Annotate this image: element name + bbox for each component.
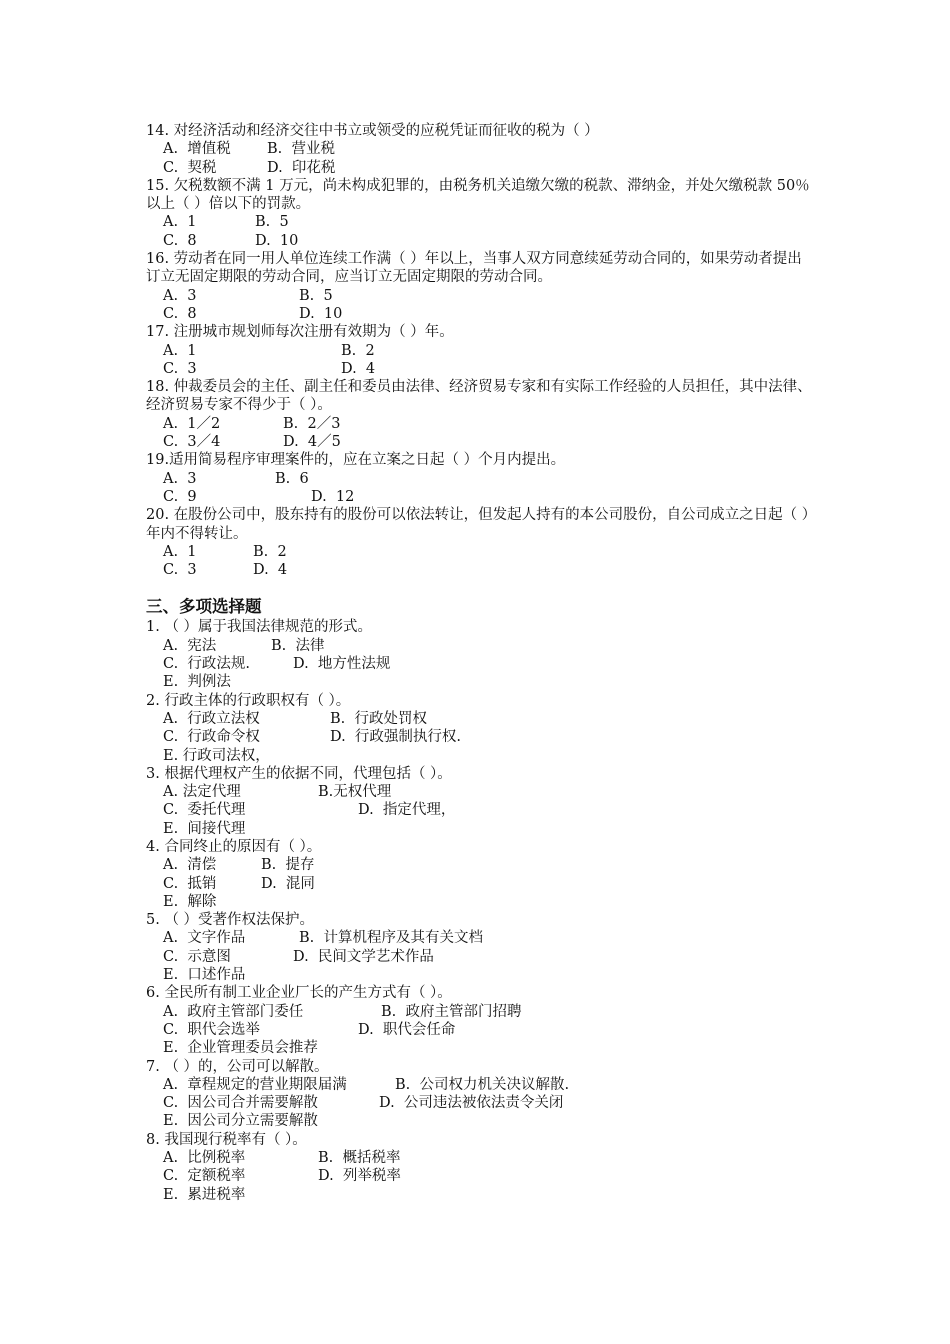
question-text: 7. （ ）的，公司可以解散。	[146, 1058, 329, 1075]
option-d: D. 4	[253, 562, 288, 579]
option-row	[146, 1186, 812, 1204]
option-e: E. 企业管理委员会推荐	[163, 1040, 318, 1057]
section-heading: 三、多项选择题	[146, 597, 262, 617]
option-b: B. 2	[253, 543, 287, 560]
option-d: D. 4	[341, 360, 376, 377]
option-row	[146, 159, 812, 177]
question-block	[146, 451, 812, 506]
option-d: D. 10	[299, 305, 343, 322]
option-row	[146, 728, 812, 746]
question-text: 18. 仲裁委员会的主任、副主任和委员由法律、经济贸易专家和有实际工作经验的人员担任，其中法律、经济贸易专家不得少于（ ）。	[146, 379, 812, 414]
option-c: C. 示意图	[163, 948, 231, 965]
option-row	[146, 232, 812, 250]
question-block	[146, 984, 812, 1057]
option-row	[146, 360, 812, 378]
option-c: C. 行政命令权	[163, 729, 260, 746]
option-a: A. 章程规定的营业期限届满	[163, 1076, 347, 1093]
question-text: 17. 注册城市规划师每次注册有效期为（ ）年。	[146, 324, 454, 341]
option-e: E. 累进税率	[163, 1186, 246, 1203]
option-c: C. 8	[163, 305, 197, 322]
option-d: D. 公司违法被依法责令关闭	[379, 1095, 564, 1112]
option-c: C. 抵销	[163, 875, 217, 892]
option-row	[146, 287, 812, 305]
option-a: A. 清偿	[163, 857, 217, 874]
option-row	[146, 820, 812, 838]
option-row	[146, 488, 812, 506]
option-d: D. 民间文学艺术作品	[293, 948, 434, 965]
option-b: B. 5	[255, 214, 289, 231]
option-row	[146, 1112, 812, 1130]
option-row	[146, 1021, 812, 1039]
option-d: D. 混同	[261, 875, 315, 892]
question-block	[146, 1058, 812, 1131]
option-c: C. 行政法规.	[163, 656, 251, 673]
option-c: C. 职代会选举	[163, 1021, 260, 1038]
question-block	[146, 692, 812, 765]
question-text: 14. 对经济活动和经济交往中书立或领受的应税凭证而征收的税为（ ）	[146, 123, 599, 139]
option-e: E. 间接代理	[163, 820, 246, 837]
option-row	[146, 655, 812, 673]
option-row	[146, 140, 812, 158]
question-text: 20. 在股份公司中，股东持有的股份可以依法转让，但发起人持有的本公司股份，自公司成立之日起（ ）年内不得转让。	[146, 507, 810, 542]
question-block	[146, 838, 812, 911]
option-row	[146, 415, 812, 433]
option-e: E. 口述作品	[163, 967, 246, 984]
option-d: D. 12	[311, 488, 355, 505]
option-a: A. 法定代理	[163, 784, 241, 801]
question-text: 15. 欠税数额不满 1 万元，尚未构成犯罪的，由税务机关追缴欠缴的税款、滞纳金，并处欠缴税款 50％以上（ ）倍以下的罚款。	[146, 177, 810, 213]
option-row	[146, 893, 812, 911]
question-block	[146, 618, 812, 691]
option-e: E. 因公司分立需要解散	[163, 1113, 318, 1130]
option-row	[146, 1076, 812, 1094]
option-row	[146, 213, 812, 231]
option-row	[146, 433, 812, 451]
option-d: D. 10	[255, 232, 299, 249]
question-block	[146, 765, 812, 838]
option-row	[146, 929, 812, 947]
option-row	[146, 673, 812, 691]
option-c: C. 契税	[163, 159, 217, 176]
option-row	[146, 783, 812, 801]
option-a: A. 1	[163, 342, 197, 359]
question-text: 19.适用简易程序审理案件的，应在立案之日起（ ）个月内提出。	[146, 452, 566, 469]
option-b: B. 公司权力机关决议解散.	[395, 1076, 570, 1093]
option-row	[146, 1039, 812, 1057]
option-b: B. 6	[275, 470, 309, 487]
option-row	[146, 342, 812, 360]
option-c: C. 定额税率	[163, 1168, 246, 1185]
document-body	[146, 122, 812, 1204]
option-row	[146, 470, 812, 488]
option-b: B. 营业税	[267, 141, 335, 158]
question-block	[146, 122, 812, 177]
option-d: D. 列举税率	[318, 1168, 401, 1185]
option-a: A. 1	[163, 214, 197, 231]
option-e: E. 行政司法权，	[163, 747, 270, 764]
option-a: A. 3	[163, 470, 197, 487]
option-c: C. 3／4	[163, 434, 221, 451]
question-block	[146, 1131, 812, 1204]
option-c: C. 9	[163, 488, 197, 505]
option-c: C. 委托代理	[163, 802, 246, 819]
option-c: C. 3	[163, 360, 197, 377]
option-d: D. 印花税	[267, 159, 336, 176]
question-text: 1. （ ）属于我国法律规范的形式。	[146, 619, 373, 636]
option-row	[146, 1167, 812, 1185]
question-text: 8. 我国现行税率有（ ）。	[146, 1131, 307, 1148]
option-b: B. 行政处罚权	[330, 710, 427, 727]
question-block	[146, 177, 812, 250]
option-row	[146, 637, 812, 655]
question-block	[146, 250, 812, 323]
option-row	[146, 875, 812, 893]
question-text: 3. 根据代理权产生的依据不同，代理包括（ ）。	[146, 765, 452, 782]
question-text: 2. 行政主体的行政职权有（ ）。	[146, 692, 351, 709]
option-c: C. 8	[163, 232, 197, 249]
option-row	[146, 801, 812, 819]
option-e: E. 解除	[163, 893, 217, 910]
option-b: B. 政府主管部门招聘	[381, 1003, 522, 1020]
option-row	[146, 856, 812, 874]
option-b: B. 法律	[271, 637, 325, 654]
option-a: A. 增值税	[163, 141, 231, 158]
option-b: B. 2	[341, 342, 375, 359]
option-b: B. 概括税率	[318, 1150, 401, 1167]
question-text: 4. 合同终止的原因有（ ）。	[146, 838, 322, 855]
option-row	[146, 305, 812, 323]
option-b: B. 5	[299, 287, 333, 304]
option-b: B. 计算机程序及其有关文档	[299, 930, 483, 947]
option-c: C. 因公司合并需要解散	[163, 1095, 318, 1112]
option-row	[146, 543, 812, 561]
option-a: A. 1	[163, 543, 197, 560]
option-e: E. 判例法	[163, 674, 231, 691]
question-block	[146, 506, 812, 579]
question-text: 6. 全民所有制工业企业厂长的产生方式有（ ）。	[146, 985, 452, 1002]
question-text: 16. 劳动者在同一用人单位连续工作满（ ）年以上，当事人双方同意续延劳动合同的，如果劳动者提出订立无固定期限的劳动合同，应当订立无固定期限的劳动合同。	[146, 251, 802, 286]
option-d: D. 职代会任命	[358, 1021, 456, 1038]
option-a: A. 文字作品	[163, 930, 246, 947]
option-row	[146, 1003, 812, 1021]
option-b: B. 提存	[261, 857, 315, 874]
option-b: B.无权代理	[318, 784, 392, 801]
option-c: C. 3	[163, 562, 197, 579]
option-row	[146, 966, 812, 984]
option-a: A. 比例税率	[163, 1150, 246, 1167]
option-d: D. 4／5	[283, 434, 341, 451]
question-block	[146, 911, 812, 984]
option-a: A. 宪法	[163, 637, 217, 654]
option-row	[146, 1094, 812, 1112]
option-a: A. 行政立法权	[163, 710, 260, 727]
option-row	[146, 948, 812, 966]
option-d: D. 地方性法规	[293, 656, 391, 673]
option-a: A. 3	[163, 287, 197, 304]
option-row	[146, 1149, 812, 1167]
option-d: D. 指定代理，	[358, 802, 456, 819]
option-d: D. 行政强制执行权.	[330, 729, 462, 746]
option-row	[146, 747, 812, 765]
option-b: B. 2／3	[283, 415, 341, 432]
question-block	[146, 323, 812, 378]
option-a: A. 政府主管部门委任	[163, 1003, 304, 1020]
option-a: A. 1／2	[163, 415, 221, 432]
option-row	[146, 561, 812, 579]
question-block	[146, 378, 812, 451]
question-text: 5. （ ）受著作权法保护。	[146, 912, 315, 929]
option-row	[146, 710, 812, 728]
